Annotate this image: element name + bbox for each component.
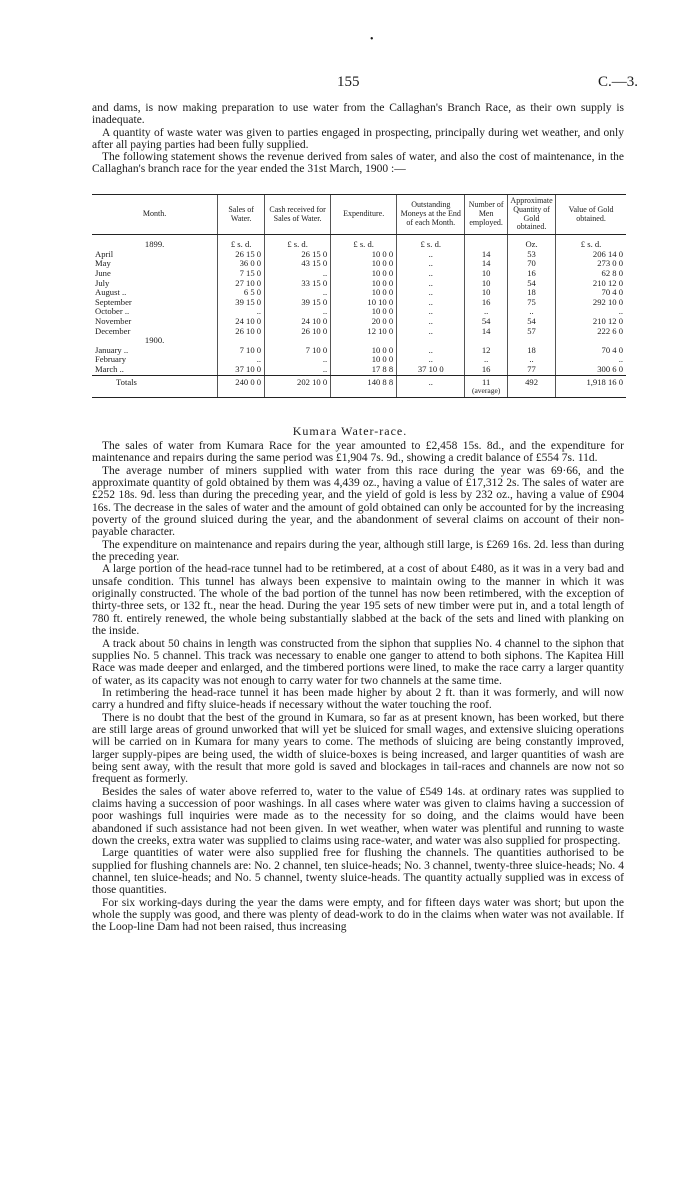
month-cell: June	[95, 267, 111, 278]
body-paragraph: In retimbering the head-race tunnel it has been made higher by about 2 ft. than it was formerly, and will now carry a hundred and fifty sluice-heads if necessary without the water touching the roof.	[92, 686, 624, 712]
men-cell: 10	[465, 288, 508, 298]
table-body	[92, 235, 626, 398]
column-header: Sales of Water.	[218, 195, 265, 235]
value-cell: ..	[556, 355, 626, 365]
out-cell: ..	[397, 317, 465, 327]
out-cell: ..	[397, 355, 465, 365]
exp-cell: 10 0 0	[331, 259, 397, 269]
exp-cell: 10 10 0	[331, 298, 397, 308]
table-row	[92, 279, 626, 289]
sales-cell: 27 10 0	[218, 279, 265, 289]
sales-cell: ..	[218, 307, 265, 317]
men-cell: 14	[465, 259, 508, 269]
table-row	[92, 317, 626, 327]
value-cell: 70 4 0	[556, 346, 626, 356]
men-cell: 14	[465, 327, 508, 337]
value-cell: ..	[556, 307, 626, 317]
out-cell: ..	[397, 288, 465, 298]
table-row	[92, 355, 626, 365]
oz-cell: 54	[507, 279, 555, 289]
cash-cell: ..	[265, 307, 331, 317]
oz-cell: 18	[507, 346, 555, 356]
value-total: 1,918 16 0	[556, 375, 626, 398]
page-header	[0, 74, 700, 92]
intro-paragraph: A quantity of waste water was given to parties engaged in prospecting, principally during wet weather, and only after all paying parties had been fully supplied.	[92, 126, 624, 151]
value-cell: 273 0 0	[556, 259, 626, 269]
sales-cell: 39 15 0	[218, 298, 265, 308]
oz-cell: 70	[507, 259, 555, 269]
intro-text	[92, 102, 624, 176]
column-header: Number of Men employed.	[465, 195, 508, 235]
intro-paragraph: and dams, is now making preparation to use water from the Callaghan's Branch Race, as their own supply is inadequate.	[92, 102, 624, 127]
table-row	[92, 336, 626, 346]
sales-cell: 37 10 0	[218, 365, 265, 375]
column-header: Cash received for Sales of Water.	[265, 195, 331, 235]
value-cell: 70 4 0	[556, 288, 626, 298]
body-paragraph: The average number of miners supplied with water from this race during the year was 69·66, and the approximate quantity of gold obtained by them was 4,439 oz., having a value of £17,312 2s. The sales of water are £252 18s. 9d. less than during the preceding year, and the yield of gold is less by 232 oz., having a value of £904 16s. The decrease in the sales of water and the amount of gold obtained can only be accounted for by the increasing poverty of the ground sluiced during the year, and the abandonment of several claims on account of their non-payable character.	[92, 464, 624, 539]
oz-cell: 77	[507, 365, 555, 375]
table-row	[92, 288, 626, 298]
exp-cell: 12 10 0	[331, 327, 397, 337]
month-cell: October ..	[95, 306, 130, 317]
unit-label: £ s. d.	[556, 235, 626, 250]
value-cell: 62 8 0	[556, 269, 626, 279]
month-cell: April	[95, 248, 114, 259]
page-number: 155	[337, 74, 360, 90]
month-cell: January ..	[95, 344, 129, 355]
body-paragraph: The expenditure on maintenance and repairs during the year, although still large, is £269 16s. 2d. less than during the preceding year.	[92, 538, 624, 564]
oz-cell: 75	[507, 298, 555, 308]
cash-cell: 24 10 0	[265, 317, 331, 327]
column-header: Expenditure.	[331, 195, 397, 235]
out-cell: ..	[397, 269, 465, 279]
sales-cell: 6 5 0	[218, 288, 265, 298]
sales-cell: 24 10 0	[218, 317, 265, 327]
column-header: Value of Gold obtained.	[556, 195, 626, 235]
out-cell: ..	[397, 327, 465, 337]
men-average: 11	[482, 376, 491, 387]
year-label: 1900.	[144, 335, 165, 346]
exp-cell: 10 0 0	[331, 279, 397, 289]
stray-mark: •	[370, 34, 374, 45]
cash-cell: 43 15 0	[265, 259, 331, 269]
table-row	[92, 307, 626, 317]
men-cell: 14	[465, 250, 508, 260]
intro-paragraph: The following statement shows the revenue derived from sales of water, and also the cost of maintenance, in the Callaghan's branch race for the year ended the 31st March, 1900 :—	[92, 151, 624, 176]
body-paragraph: There is no doubt that the best of the ground in Kumara, so far as at present known, has been worked, but there are still large areas of ground unworked that will yet be sluiced for small wages, and extensive sluicing operations will be carried on in Kumara for many years to come. The methods of sluicing are being constantly improved, larger supply-pipes are being used, the width of sluice-boxes is being increased, and larger quantities of wash are being sent away, with the result that more gold is saved and blockages in tail-races and channels are now not so frequent as formerly.	[92, 711, 624, 786]
sales-cell: 26 10 0	[218, 327, 265, 337]
table-row	[92, 269, 626, 279]
oz-cell: 18	[507, 288, 555, 298]
value-cell: 206 14 0	[556, 250, 626, 260]
cash-cell: ..	[265, 288, 331, 298]
empty-cell	[465, 235, 508, 250]
table-row	[92, 259, 626, 269]
month-cell: November	[95, 315, 132, 326]
exp-cell: 10 0 0	[331, 346, 397, 356]
oz-total: 492	[507, 375, 555, 398]
month-cell: March ..	[92, 365, 218, 375]
table-row	[92, 375, 626, 398]
sales-cell: ..	[218, 355, 265, 365]
exp-cell: 10 0 0	[331, 250, 397, 260]
month-cell: May	[95, 258, 111, 269]
exp-cell: 10 0 0	[331, 288, 397, 298]
average-note: (average)	[471, 386, 501, 396]
out-cell: ..	[397, 279, 465, 289]
body-paragraph: Besides the sales of water above referred to, water to the value of £549 14s. at ordinary rates was supplied to claims having a succession of poor washings. In all cases where water was given to claims having a succession of poor washings full inquiries were made as to the necessity for so doing, and the claims would have been abandoned if such assistance had not been given. In wet weather, when water was plentiful and running to waste down the creeks, extra water was supplied to claims using race-water, and water was also supplied for prospecting.	[92, 785, 624, 847]
document-reference: C.—3.	[598, 74, 639, 90]
oz-cell: 16	[507, 269, 555, 279]
value-cell: 300 6 0	[556, 365, 626, 375]
table-row	[92, 327, 626, 337]
body-paragraph: Large quantities of water were also supplied free for flushing the channels. The quantities authorised to be supplied for flushing channels are: No. 2 channel, ten sluice-heads; No. 3 channel, twenty-three sluice-heads; No. 4 channel, ten sluice-heads; and No. 5 channel, twenty sluice-heads. The quantity actually supplied was in excess of those quantities.	[92, 847, 624, 897]
out-cell: ..	[397, 250, 465, 260]
men-total	[465, 375, 508, 398]
cash-cell: 33 15 0	[265, 279, 331, 289]
column-header: Outstanding Moneys at the End of each Month.	[397, 195, 465, 235]
table-row	[92, 298, 626, 308]
kumara-text	[92, 440, 624, 934]
units-row	[92, 235, 626, 250]
body-paragraph: A large portion of the head-race tunnel had to be retimbered, at a cost of about £480, as it was in a very bad and unsafe condition. This tunnel has always been expensive to maintain owing to the manner in which it was originally constructed. The whole of the bad portion of the tunnel has now been retimbered, with the exception of thirty-three sets, or 132 ft., near the head. During the year 195 sets of new timber were put in, and a total length of 780 ft. entirely renewed, the whole being substantially slabbed at the back of the sets and lined with planking on the inside.	[92, 563, 624, 638]
cash-cell: 39 15 0	[265, 298, 331, 308]
unit-label: £ s. d.	[218, 235, 265, 250]
exp-cell: 17 8 8	[331, 365, 397, 375]
unit-label: £ s. d.	[331, 235, 397, 250]
oz-cell: 54	[507, 317, 555, 327]
men-cell: 10	[465, 279, 508, 289]
value-cell: 222 6 0	[556, 327, 626, 337]
table-row	[92, 365, 626, 375]
out-cell: ..	[397, 346, 465, 356]
table-header-row	[92, 195, 626, 235]
sales-total: 240 0 0	[218, 375, 265, 398]
out-cell: 37 10 0	[397, 365, 465, 375]
men-cell: 16	[465, 298, 508, 308]
month-cell: February	[95, 354, 127, 365]
value-cell: 210 12 0	[556, 279, 626, 289]
unit-label: £ s. d.	[265, 235, 331, 250]
oz-cell: ..	[507, 307, 555, 317]
out-cell: ..	[397, 298, 465, 308]
cash-total: 202 10 0	[265, 375, 331, 398]
column-header: Month.	[92, 195, 218, 235]
cash-cell: ..	[265, 355, 331, 365]
month-cell: August ..	[95, 287, 127, 298]
oz-cell: 53	[507, 250, 555, 260]
exp-cell: 20 0 0	[331, 317, 397, 327]
cash-cell: 26 10 0	[265, 327, 331, 337]
out-cell: ..	[397, 307, 465, 317]
men-cell: 12	[465, 346, 508, 356]
out-cell: ..	[397, 259, 465, 269]
men-cell: 10	[465, 269, 508, 279]
unit-label: Oz.	[507, 235, 555, 250]
table-row	[92, 346, 626, 356]
men-cell: ..	[465, 307, 508, 317]
column-header: Approximate Quantity of Gold obtained.	[507, 195, 555, 235]
unit-label: £ s. d.	[397, 235, 465, 250]
exp-total: 140 8 8	[331, 375, 397, 398]
men-cell: 16	[465, 365, 508, 375]
cash-cell: 26 15 0	[265, 250, 331, 260]
year-label: 1899.	[144, 239, 165, 250]
callaghans-race-table	[92, 194, 626, 398]
exp-cell: 10 0 0	[331, 355, 397, 365]
section-title: Kumara Water-race.	[292, 424, 408, 438]
sales-cell: 7 15 0	[218, 269, 265, 279]
month-cell: September	[95, 296, 132, 307]
value-cell: 210 12 0	[556, 317, 626, 327]
cash-cell: ..	[265, 365, 331, 375]
month-cell: December	[95, 325, 131, 336]
totals-label: Totals	[92, 375, 218, 398]
exp-cell: 10 0 0	[331, 307, 397, 317]
men-cell: ..	[465, 355, 508, 365]
exp-cell: 10 0 0	[331, 269, 397, 279]
body-paragraph: A track about 50 chains in length was constructed from the siphon that supplies No. 4 channel to the siphon that supplies No. 5 channel. This track was necessary to enable one ganger to attend to both siphons. The Kapitea Hill Race was made deeper and enlarged, and the timbered portions were lined, to make the race carry a larger quantity of water, as its capacity was not enough to carry water for two channels at the same time.	[92, 637, 624, 687]
oz-cell: ..	[507, 355, 555, 365]
sales-cell: 7 10 0	[218, 346, 265, 356]
table-row	[92, 250, 626, 260]
men-cell: 54	[465, 317, 508, 327]
out-total: ..	[397, 375, 465, 398]
body-paragraph: The sales of water from Kumara Race for the year amounted to £2,458 15s. 8d., and the expenditure for maintenance and repairs during the same period was £1,904 7s. 9d., showing a credit balance of £554 7s. 11d.	[92, 440, 624, 465]
value-cell: 292 10 0	[556, 298, 626, 308]
body-paragraph: For six working-days during the year the dams were empty, and for fifteen days water was short; but upon the whole the supply was good, and there was plenty of dead-work to do in the claims when water was not available. If the Loop-line Dam had not been raised, thus increasing	[92, 896, 624, 934]
sales-cell: 36 0 0	[218, 259, 265, 269]
cash-cell: 7 10 0	[265, 346, 331, 356]
cash-cell: ..	[265, 269, 331, 279]
month-cell: July	[95, 277, 110, 288]
sales-cell: 26 15 0	[218, 250, 265, 260]
oz-cell: 57	[507, 327, 555, 337]
